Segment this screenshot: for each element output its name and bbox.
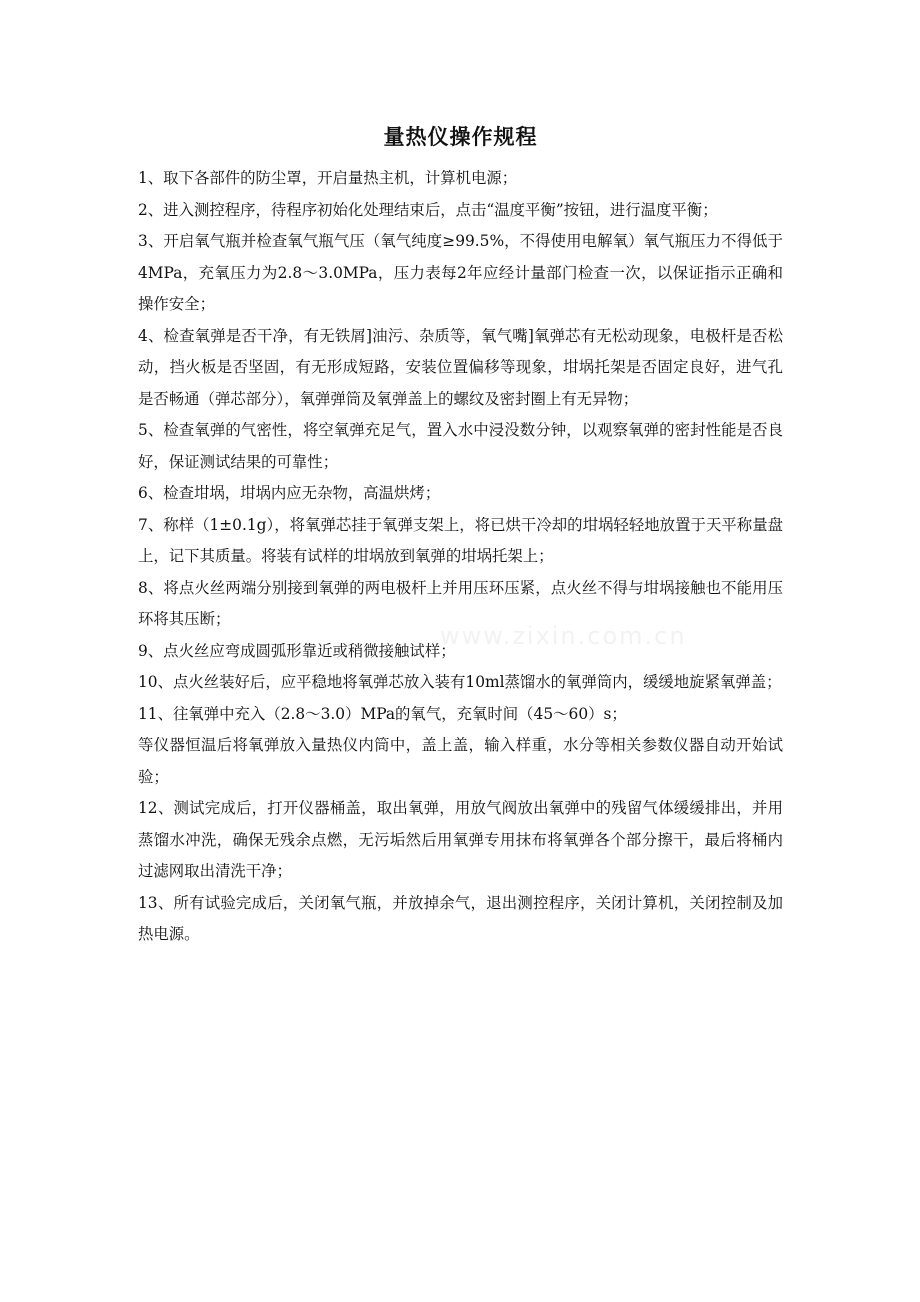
step-7: 7、称样（1±0.1g），将氧弹芯挂于氧弹支架上，将已烘干冷却的坩埚轻轻地放置于天平称量盘上，记下其质量。将装有试样的坩埚放到氧弹的坩埚托架上； [138,515,783,565]
step-8: 8、将点火丝两端分别接到氧弹的两电极杆上并用压环压紧，点火丝不得与坩埚接触也不能用压环将其压断； [138,578,783,628]
step-10: 10、点火丝装好后，应平稳地将氧弹芯放入装有10ml蒸馏水的氧弹筒内，缓缓地旋紧氧弹盖； [138,673,782,691]
step-12: 12、测试完成后，打开仪器桶盖，取出氧弹，用放气阀放出氧弹中的残留气体缓缓排出，并用蒸馏水冲洗，确保无残余点燃，无污垢然后用氧弹专用抹布将氧弹各个部分擦干，最后将桶内过滤网取出清洗干净； [138,799,783,880]
watermark-text: www.zixin.com.cn [440,622,687,650]
step-13: 13、所有试验完成后，关闭氧气瓶，并放掉余气，退出测控程序，关闭计算机，关闭控制及加热电源。 [138,893,783,943]
document-body [138,163,783,951]
step-4: 4、检查氧弹是否干净，有无铁屑]油污、杂质等，氧气嘴]氧弹芯有无松动现象，电极杆是否松动，挡火板是否坚固，有无形成短路，安装位置偏移等现象，坩埚托架是否固定良好，进气孔是否畅通（弹芯部分），氧弹弹筒及氧弹盖上的螺纹及密封圈上有无异物； [138,326,783,408]
step-3: 3、开启氧气瓶并检查氧气瓶气压（氧气纯度≥99.5%，不得使用电解氧）氧气瓶压力不得低于4MPa，充氧压力为2.8～3.0MPa，压力表每2年应经计量部门检查一次，以保证指示正确和操作安全； [138,232,783,313]
step-9: 9、点火丝应弯成圆弧形靠近或稍微接触试样； [138,641,456,660]
document-title: 量热仪操作规程 [383,125,538,149]
step-2: 2、进入测控程序，待程序初始化处理结束后，点击“温度平衡”按钮，进行温度平衡； [138,200,718,219]
step-6: 6、检查坩埚，坩埚内应无杂物，高温烘烤； [138,484,441,502]
document-page [138,0,783,951]
step-11: 11、往氧弹中充入（2.8～3.0）MPa的氧气，充氧时间（45～60）s； [138,704,627,723]
step-5: 5、检查氧弹的气密性，将空氧弹充足气，置入水中浸没数分钟，以观察氧弹的密封性能是否良好，保证测试结果的可靠性； [138,421,783,471]
step-11-continued: 等仪器恒温后将氧弹放入量热仪内筒中，盖上盖，输入样重，水分等相关参数仪器自动开始试验； [138,736,783,786]
step-1: 1、取下各部件的防尘罩，开启量热主机，计算机电源； [138,169,518,187]
